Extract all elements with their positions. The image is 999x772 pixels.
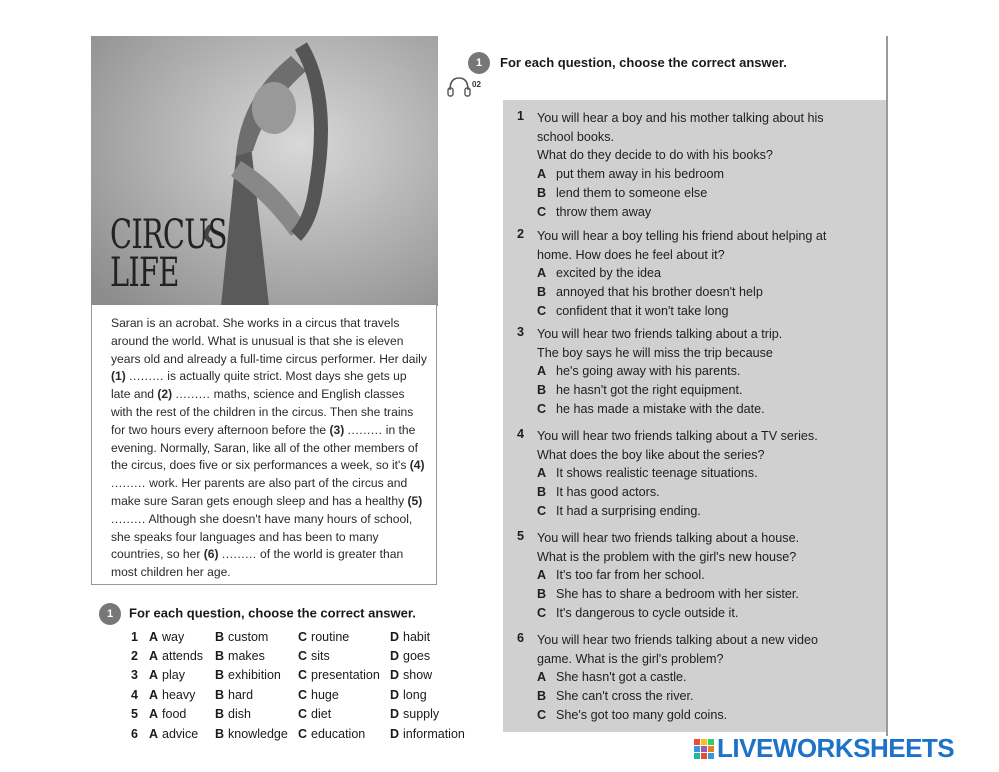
option-text: information — [403, 726, 465, 741]
option-d[interactable] — [390, 685, 465, 704]
exercise1-row — [131, 705, 465, 724]
answer-letter: A — [537, 670, 547, 684]
option-c[interactable] — [298, 646, 390, 665]
gap-number: (4) — [409, 458, 425, 473]
question-line: What is the problem with the girl's new house? — [537, 549, 797, 564]
answer-text: he has made a mistake with the date. — [556, 402, 765, 416]
option-b[interactable] — [215, 627, 298, 646]
answer-letter: B — [537, 383, 547, 397]
option-letter: D — [390, 707, 400, 722]
story-text-segment: work. Her parents are also part of the circus and make sure Saran gets enough sleep and has a healthy — [111, 476, 408, 508]
answer-letter: B — [537, 485, 547, 499]
answer-letter: C — [537, 402, 547, 416]
option-letter: C — [298, 649, 308, 664]
option-text: way — [162, 629, 185, 644]
option-a[interactable] — [149, 666, 215, 685]
gap-number: (5) — [407, 493, 423, 508]
story-text-segment: maths, science and English classes with the rest of the children in the circus. Then she trains for two hours every afternoon before the — [111, 387, 414, 437]
answer-option[interactable] — [537, 184, 867, 203]
article-title — [110, 212, 227, 296]
logo-grid-icon — [694, 739, 714, 759]
option-letter: A — [149, 707, 159, 722]
question-line: The boy says he will miss the trip because — [537, 345, 773, 360]
question-body — [537, 325, 867, 419]
option-text: routine — [311, 629, 350, 644]
answer-option[interactable] — [537, 203, 867, 222]
answer-option[interactable] — [537, 264, 867, 283]
option-letter: B — [215, 668, 225, 683]
option-b[interactable] — [215, 685, 298, 704]
question-line: You will hear two friends talking about a TV series. — [537, 429, 818, 443]
option-text: play — [162, 668, 185, 683]
gap-dots: ......... — [111, 511, 146, 526]
story-paragraph — [111, 315, 428, 582]
row-number: 4 — [131, 687, 138, 702]
option-letter: B — [215, 629, 225, 644]
story-gap-3[interactable] — [157, 387, 210, 401]
option-d[interactable] — [390, 724, 465, 743]
exercise2-badge: 1 — [468, 52, 490, 74]
exercise1-row — [131, 685, 465, 704]
option-b[interactable] — [215, 705, 298, 724]
option-letter: C — [298, 726, 308, 741]
option-text: food — [162, 707, 187, 722]
option-a[interactable] — [149, 705, 215, 724]
exercise1-options-table — [131, 627, 465, 743]
question-body — [537, 529, 867, 623]
exercise1-row — [131, 646, 465, 665]
answer-option[interactable] — [537, 483, 867, 502]
answer-letter: C — [537, 204, 547, 219]
question-line: You will hear two friends talking about a trip. — [537, 327, 783, 341]
question-line: You will hear two friends talking about a new video — [537, 633, 818, 647]
option-d[interactable] — [390, 646, 465, 665]
option-letter: C — [298, 687, 308, 702]
liveworksheets-logo — [694, 733, 954, 764]
option-letter: A — [149, 726, 159, 741]
gap-dots: ......... — [221, 547, 257, 562]
option-text: show — [403, 668, 433, 683]
answer-option[interactable] — [537, 302, 867, 321]
option-text: long — [403, 687, 427, 702]
option-d[interactable] — [390, 627, 465, 646]
gap-dots: ......... — [175, 387, 211, 402]
option-text: sits — [311, 649, 330, 664]
option-text: knowledge — [228, 726, 288, 741]
audio-track-number: 02 — [472, 80, 481, 89]
answer-letter: B — [537, 689, 547, 703]
answer-letter: A — [537, 166, 547, 181]
answer-text: he's going away with his parents. — [556, 364, 741, 378]
gap-number: (2) — [157, 387, 173, 402]
option-c[interactable] — [298, 724, 390, 743]
answer-letter: B — [537, 185, 547, 200]
answer-option[interactable] — [537, 706, 867, 725]
option-letter: D — [390, 629, 400, 644]
answer-text: lend them to someone else — [556, 185, 708, 200]
option-text: exhibition — [228, 668, 281, 683]
answer-letter: B — [537, 285, 547, 299]
question-number: 2 — [517, 227, 525, 241]
answer-letter: C — [537, 504, 547, 518]
option-text: education — [311, 726, 366, 741]
answer-letter: A — [537, 568, 547, 582]
option-letter: C — [298, 707, 308, 722]
option-letter: D — [390, 668, 400, 683]
answer-letter: C — [537, 708, 547, 722]
title-line-1: CIRCUS — [110, 212, 227, 258]
option-text: habit — [403, 629, 431, 644]
question-line: You will hear two friends talking about a house. — [537, 531, 800, 545]
option-text: heavy — [162, 687, 196, 702]
exercise1-badge: 1 — [99, 603, 121, 625]
answer-text: She has to share a bedroom with her sister. — [556, 587, 799, 601]
answer-text: confident that it won't take long — [556, 304, 729, 318]
option-text: supply — [403, 707, 440, 722]
answer-option[interactable] — [537, 687, 867, 706]
option-a[interactable] — [149, 724, 215, 743]
option-letter: B — [215, 649, 225, 664]
row-number: 5 — [131, 707, 138, 722]
gap-number: (1) — [111, 369, 126, 384]
question-line: What does the boy like about the series? — [537, 447, 765, 462]
exercise1-row — [131, 666, 465, 685]
answer-option[interactable] — [537, 165, 867, 184]
option-letter: A — [149, 629, 159, 644]
option-letter: A — [149, 687, 159, 702]
option-c[interactable] — [298, 666, 390, 685]
answer-option[interactable] — [537, 502, 867, 521]
audio-track-icon[interactable] — [446, 72, 496, 102]
option-text: hard — [228, 687, 254, 702]
option-letter: B — [215, 687, 225, 702]
question-number: 3 — [517, 325, 525, 339]
option-text: diet — [311, 707, 332, 722]
answer-text: excited by the idea — [556, 266, 662, 280]
answer-text: She hasn't got a castle. — [556, 670, 687, 684]
story-gap-1[interactable] — [111, 369, 164, 383]
answer-option[interactable] — [537, 381, 867, 400]
option-text: attends — [162, 649, 204, 664]
answer-letter: C — [537, 606, 547, 620]
option-a[interactable] — [149, 646, 215, 665]
answer-text: It's too far from her school. — [556, 568, 705, 582]
exercise2-instruction: For each question, choose the correct answer. — [500, 55, 787, 70]
answer-option[interactable] — [537, 604, 867, 623]
logo-text: LIVEWORKSHEETS — [717, 733, 955, 763]
row-number: 6 — [131, 726, 138, 741]
option-b[interactable] — [215, 724, 298, 743]
option-text: dish — [228, 707, 251, 722]
answer-text: She's got too many gold coins. — [556, 708, 728, 722]
question-number: 6 — [517, 631, 525, 645]
answer-letter: A — [537, 266, 547, 280]
option-text: goes — [403, 649, 431, 664]
option-letter: B — [215, 726, 225, 741]
option-text: advice — [162, 726, 199, 741]
answer-letter: A — [537, 466, 547, 480]
answer-letter: A — [537, 364, 547, 378]
exercise1-instruction: For each question, choose the correct answer. — [129, 605, 416, 621]
option-letter: C — [298, 629, 308, 644]
answer-option[interactable] — [537, 400, 867, 419]
question-line: game. What is the girl's problem? — [537, 651, 724, 666]
page-edge-divider — [886, 36, 888, 736]
row-number: 1 — [131, 629, 138, 644]
option-d[interactable] — [390, 705, 465, 724]
question-line: You will hear a boy telling his friend about helping at — [537, 229, 827, 243]
exercise1-header — [99, 603, 416, 625]
answer-text: It's dangerous to cycle outside it. — [556, 606, 739, 620]
answer-text: put them away in his bedroom — [556, 166, 725, 181]
answer-text: It had a surprising ending. — [556, 504, 701, 518]
option-c[interactable] — [298, 685, 390, 704]
answer-text: he hasn't got the right equipment. — [556, 383, 743, 397]
question-body — [537, 427, 867, 521]
question-body — [537, 631, 867, 725]
gap-dots: ......... — [111, 476, 146, 491]
option-letter: A — [149, 649, 159, 664]
answer-letter: B — [537, 587, 547, 601]
option-text: huge — [311, 687, 339, 702]
story-text-segment: of the world is greater than most children her age. — [111, 547, 404, 580]
headphones-icon — [446, 72, 472, 98]
row-number: 3 — [131, 668, 138, 683]
answer-option[interactable] — [537, 668, 867, 687]
option-letter: D — [390, 726, 400, 741]
question-body — [537, 109, 867, 222]
option-c[interactable] — [298, 627, 390, 646]
option-letter: D — [390, 687, 400, 702]
story-gap-11[interactable] — [204, 547, 257, 561]
question-number: 4 — [517, 427, 525, 441]
option-letter: B — [215, 707, 225, 722]
story-text-segment: Although she doesn't have many hours of school, she speaks four languages and has been to many countries, so her — [111, 511, 413, 562]
answer-option[interactable] — [537, 464, 867, 483]
answer-text: annoyed that his brother doesn't help — [556, 285, 763, 299]
story-text-segment: is actually quite strict. Most days she gets up late and — [111, 369, 407, 402]
option-a[interactable] — [149, 627, 215, 646]
question-number: 1 — [517, 109, 525, 123]
question-line: You will hear a boy and his mother talking about his — [537, 111, 824, 125]
option-b[interactable] — [215, 646, 298, 665]
title-line-2: LIFE — [110, 250, 179, 296]
option-letter: D — [390, 649, 400, 664]
gap-number: (3) — [329, 422, 345, 437]
story-text-segment: Saran is an acrobat. She works in a circus that travels around the world. What is unusual is that she is eleven years old and already a full-time circus performer. Her daily — [111, 316, 427, 366]
question-line: home. How does he feel about it? — [537, 247, 725, 262]
row-number: 2 — [131, 649, 138, 664]
question-line: school books. — [537, 129, 615, 144]
answer-option[interactable] — [537, 585, 867, 604]
option-letter: A — [149, 668, 159, 683]
option-text: makes — [228, 649, 265, 664]
story-text-segment: in the evening. Normally, Saran, like all of the other members of the circus, does five or six performances a week, so it's — [111, 422, 418, 473]
option-letter: C — [298, 668, 308, 683]
answer-letter: C — [537, 304, 547, 318]
exercise1-row — [131, 724, 465, 743]
story-gap-5[interactable] — [330, 423, 383, 437]
question-number: 5 — [517, 529, 525, 543]
exercise1-row — [131, 627, 465, 646]
question-line: What do they decide to do with his books? — [537, 148, 773, 162]
answer-text: It has good actors. — [556, 485, 660, 499]
answer-option[interactable] — [537, 283, 867, 302]
option-text: presentation — [311, 668, 380, 683]
answer-text: throw them away — [556, 204, 652, 219]
option-a[interactable] — [149, 685, 215, 704]
option-text: custom — [228, 629, 269, 644]
answer-option[interactable] — [537, 566, 867, 585]
answer-text: She can't cross the river. — [556, 689, 694, 703]
option-d[interactable] — [390, 666, 465, 685]
story-text-box — [91, 305, 437, 585]
answer-text: It shows realistic teenage situations. — [556, 466, 758, 480]
question-body — [537, 227, 867, 321]
option-c[interactable] — [298, 705, 390, 724]
gap-number: (6) — [203, 547, 219, 562]
gap-dots: ......... — [129, 369, 164, 384]
answer-option[interactable] — [537, 362, 867, 381]
gap-dots: ......... — [347, 422, 383, 437]
option-b[interactable] — [215, 666, 298, 685]
